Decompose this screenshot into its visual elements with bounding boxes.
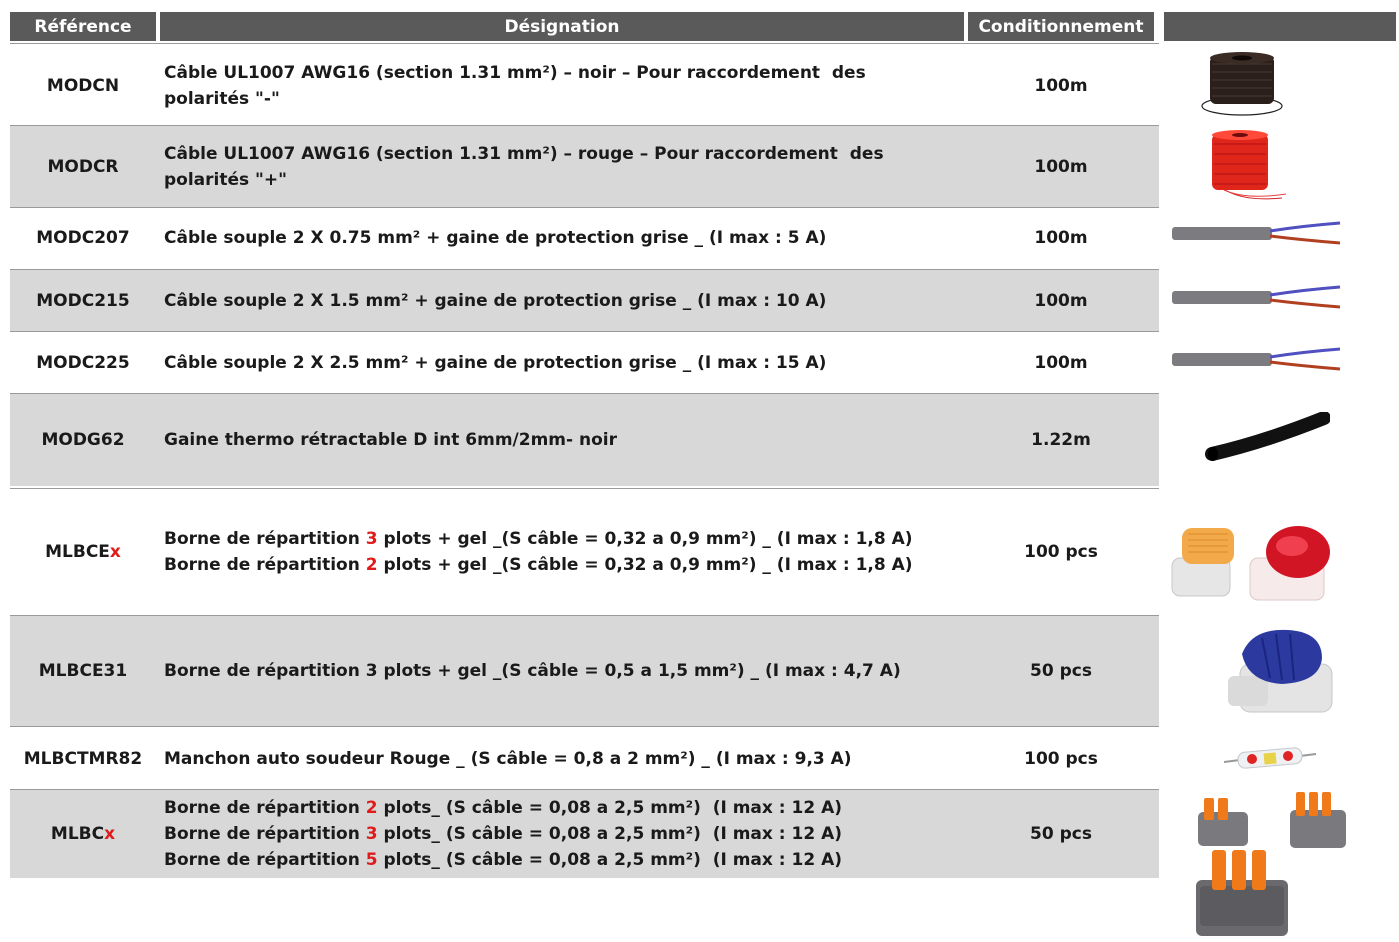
reference-code: MODC207 xyxy=(36,228,130,248)
designation-text: Câble UL1007 AWG16 (section 1.31 mm²) – noir – Pour raccordement des xyxy=(164,62,866,83)
designation-cell xyxy=(164,616,964,726)
reference-cell xyxy=(10,616,156,726)
reference-cell xyxy=(10,489,156,614)
reference-cell xyxy=(10,727,156,790)
designation-text: Manchon auto soudeur Rouge _ (S câble = 0,8 a 2 mm²) _ (I max : 9,3 A) xyxy=(164,748,852,769)
blue-gel-connector-image xyxy=(1222,624,1338,720)
designation-text: polarités "-" xyxy=(164,88,280,109)
designation-text: Borne de répartition xyxy=(164,824,366,844)
reference-code: MLBCE xyxy=(45,541,110,562)
reference-variant-marker: x xyxy=(104,824,116,844)
designation-line xyxy=(164,167,884,193)
designation-text: Borne de répartition xyxy=(164,554,366,575)
conditionnement-cell: 100m xyxy=(1034,75,1088,96)
plot-count: 3 xyxy=(365,824,378,844)
plot-count: 2 xyxy=(365,554,378,575)
plot-count: 3 xyxy=(365,528,378,549)
designation-cell xyxy=(164,727,964,790)
reference-code: MODC225 xyxy=(36,353,130,373)
reference-cell xyxy=(10,126,156,207)
header-conditionnement: Conditionnement xyxy=(968,12,1154,41)
designation-line xyxy=(164,141,884,167)
designation-line xyxy=(164,288,826,314)
reference-code: MODC215 xyxy=(36,291,130,311)
conditionnement-cell: 100m xyxy=(1034,228,1088,248)
designation-cell xyxy=(164,270,964,332)
reference-cell xyxy=(10,44,156,127)
designation-cell xyxy=(164,489,964,614)
lever-terminal-blocks-image xyxy=(1186,788,1352,938)
reference-cell xyxy=(10,790,156,878)
designation-line xyxy=(164,658,901,684)
conditionnement-cell: 50 pcs xyxy=(1030,661,1092,681)
designation-text: plots_ (S câble = 0,08 a 2,5 mm²) (I max : 12 A) xyxy=(377,824,842,844)
designation-cell xyxy=(164,790,964,878)
conditionnement-cell: 100 pcs xyxy=(1024,748,1098,769)
designation-text: Borne de répartition xyxy=(164,850,366,870)
designation-text: Câble souple 2 X 0.75 mm² + gaine de protection grise _ (I max : 5 A) xyxy=(164,228,827,248)
designation-text: Câble UL1007 AWG16 (section 1.31 mm²) – rouge – Pour raccordement des xyxy=(164,143,884,164)
designation-cell xyxy=(164,394,964,486)
gel-connectors-image xyxy=(1166,518,1346,612)
designation-text: plots_ (S câble = 0,08 a 2,5 mm²) (I max : 12 A) xyxy=(377,798,842,818)
designation-cell xyxy=(164,44,964,127)
designation-text: polarités "+" xyxy=(164,169,288,190)
designation-text: plots + gel _(S câble = 0,32 a 0,9 mm²) _ (I max : 1,8 A) xyxy=(377,554,913,575)
header-designation: Désignation xyxy=(160,12,964,41)
designation-text: Câble souple 2 X 1.5 mm² + gaine de protection grise _ (I max : 10 A) xyxy=(164,291,827,311)
designation-text: plots_ (S câble = 0,08 a 2,5 mm²) (I max : 12 A) xyxy=(377,850,842,870)
conditionnement-cell: 100m xyxy=(1034,353,1088,373)
reference-code: MODCN xyxy=(46,75,120,96)
solder-sleeve-image xyxy=(1224,742,1316,776)
designation-cell xyxy=(164,126,964,207)
reference-code: MODG62 xyxy=(41,430,125,450)
designation-text: Câble souple 2 X 2.5 mm² + gaine de protection grise _ (I max : 15 A) xyxy=(164,353,827,373)
designation-text: Borne de répartition xyxy=(164,798,366,818)
plot-count: 2 xyxy=(365,798,378,818)
designation-line xyxy=(164,350,826,376)
conditionnement-cell: 1.22m xyxy=(1031,430,1091,450)
header-image xyxy=(1164,12,1396,41)
designation-line xyxy=(164,795,842,821)
header-reference: Référence xyxy=(10,12,156,41)
designation-line xyxy=(164,86,866,112)
designation-cell xyxy=(164,332,964,394)
black-cable-spool-image xyxy=(1196,50,1288,118)
reference-cell xyxy=(10,394,156,486)
designation-text: plots + gel _(S câble = 0,32 a 0,9 mm²) _ (I max : 1,8 A) xyxy=(377,528,913,549)
black-heat-shrink-tube-image xyxy=(1204,412,1330,472)
designation-text: Borne de répartition xyxy=(164,528,366,549)
designation-line xyxy=(164,821,842,847)
reference-cell xyxy=(10,270,156,332)
designation-line xyxy=(164,746,852,772)
conditionnement-cell: 100m xyxy=(1034,156,1088,177)
designation-line xyxy=(164,847,842,873)
designation-line xyxy=(164,552,913,578)
designation-text: Gaine thermo rétractable D int 6mm/2mm- noir xyxy=(164,430,617,450)
conditionnement-cell: 100m xyxy=(1034,291,1088,311)
grey-sheathed-cable-image xyxy=(1172,282,1342,312)
grey-sheathed-cable-image xyxy=(1172,218,1342,248)
designation-line xyxy=(164,427,617,453)
designation-line xyxy=(164,225,826,251)
reference-code: MLBCE31 xyxy=(38,661,128,681)
reference-cell xyxy=(10,332,156,394)
designation-line xyxy=(164,60,866,86)
conditionnement-cell: 50 pcs xyxy=(1030,824,1092,844)
reference-cell xyxy=(10,208,156,268)
designation-cell xyxy=(164,208,964,268)
grey-sheathed-cable-image xyxy=(1172,344,1342,374)
reference-code: MLBCTMR82 xyxy=(23,748,143,769)
reference-code: MLBC xyxy=(50,824,105,844)
reference-variant-marker: x xyxy=(109,541,121,562)
conditionnement-cell: 100 pcs xyxy=(1024,541,1098,562)
plot-count: 5 xyxy=(365,850,378,870)
reference-code: MODCR xyxy=(47,156,119,177)
designation-line xyxy=(164,526,913,552)
designation-text: Borne de répartition 3 plots + gel _(S câble = 0,5 a 1,5 mm²) _ (I max : 4,7 A) xyxy=(164,661,901,681)
red-cable-spool-image xyxy=(1202,128,1288,204)
